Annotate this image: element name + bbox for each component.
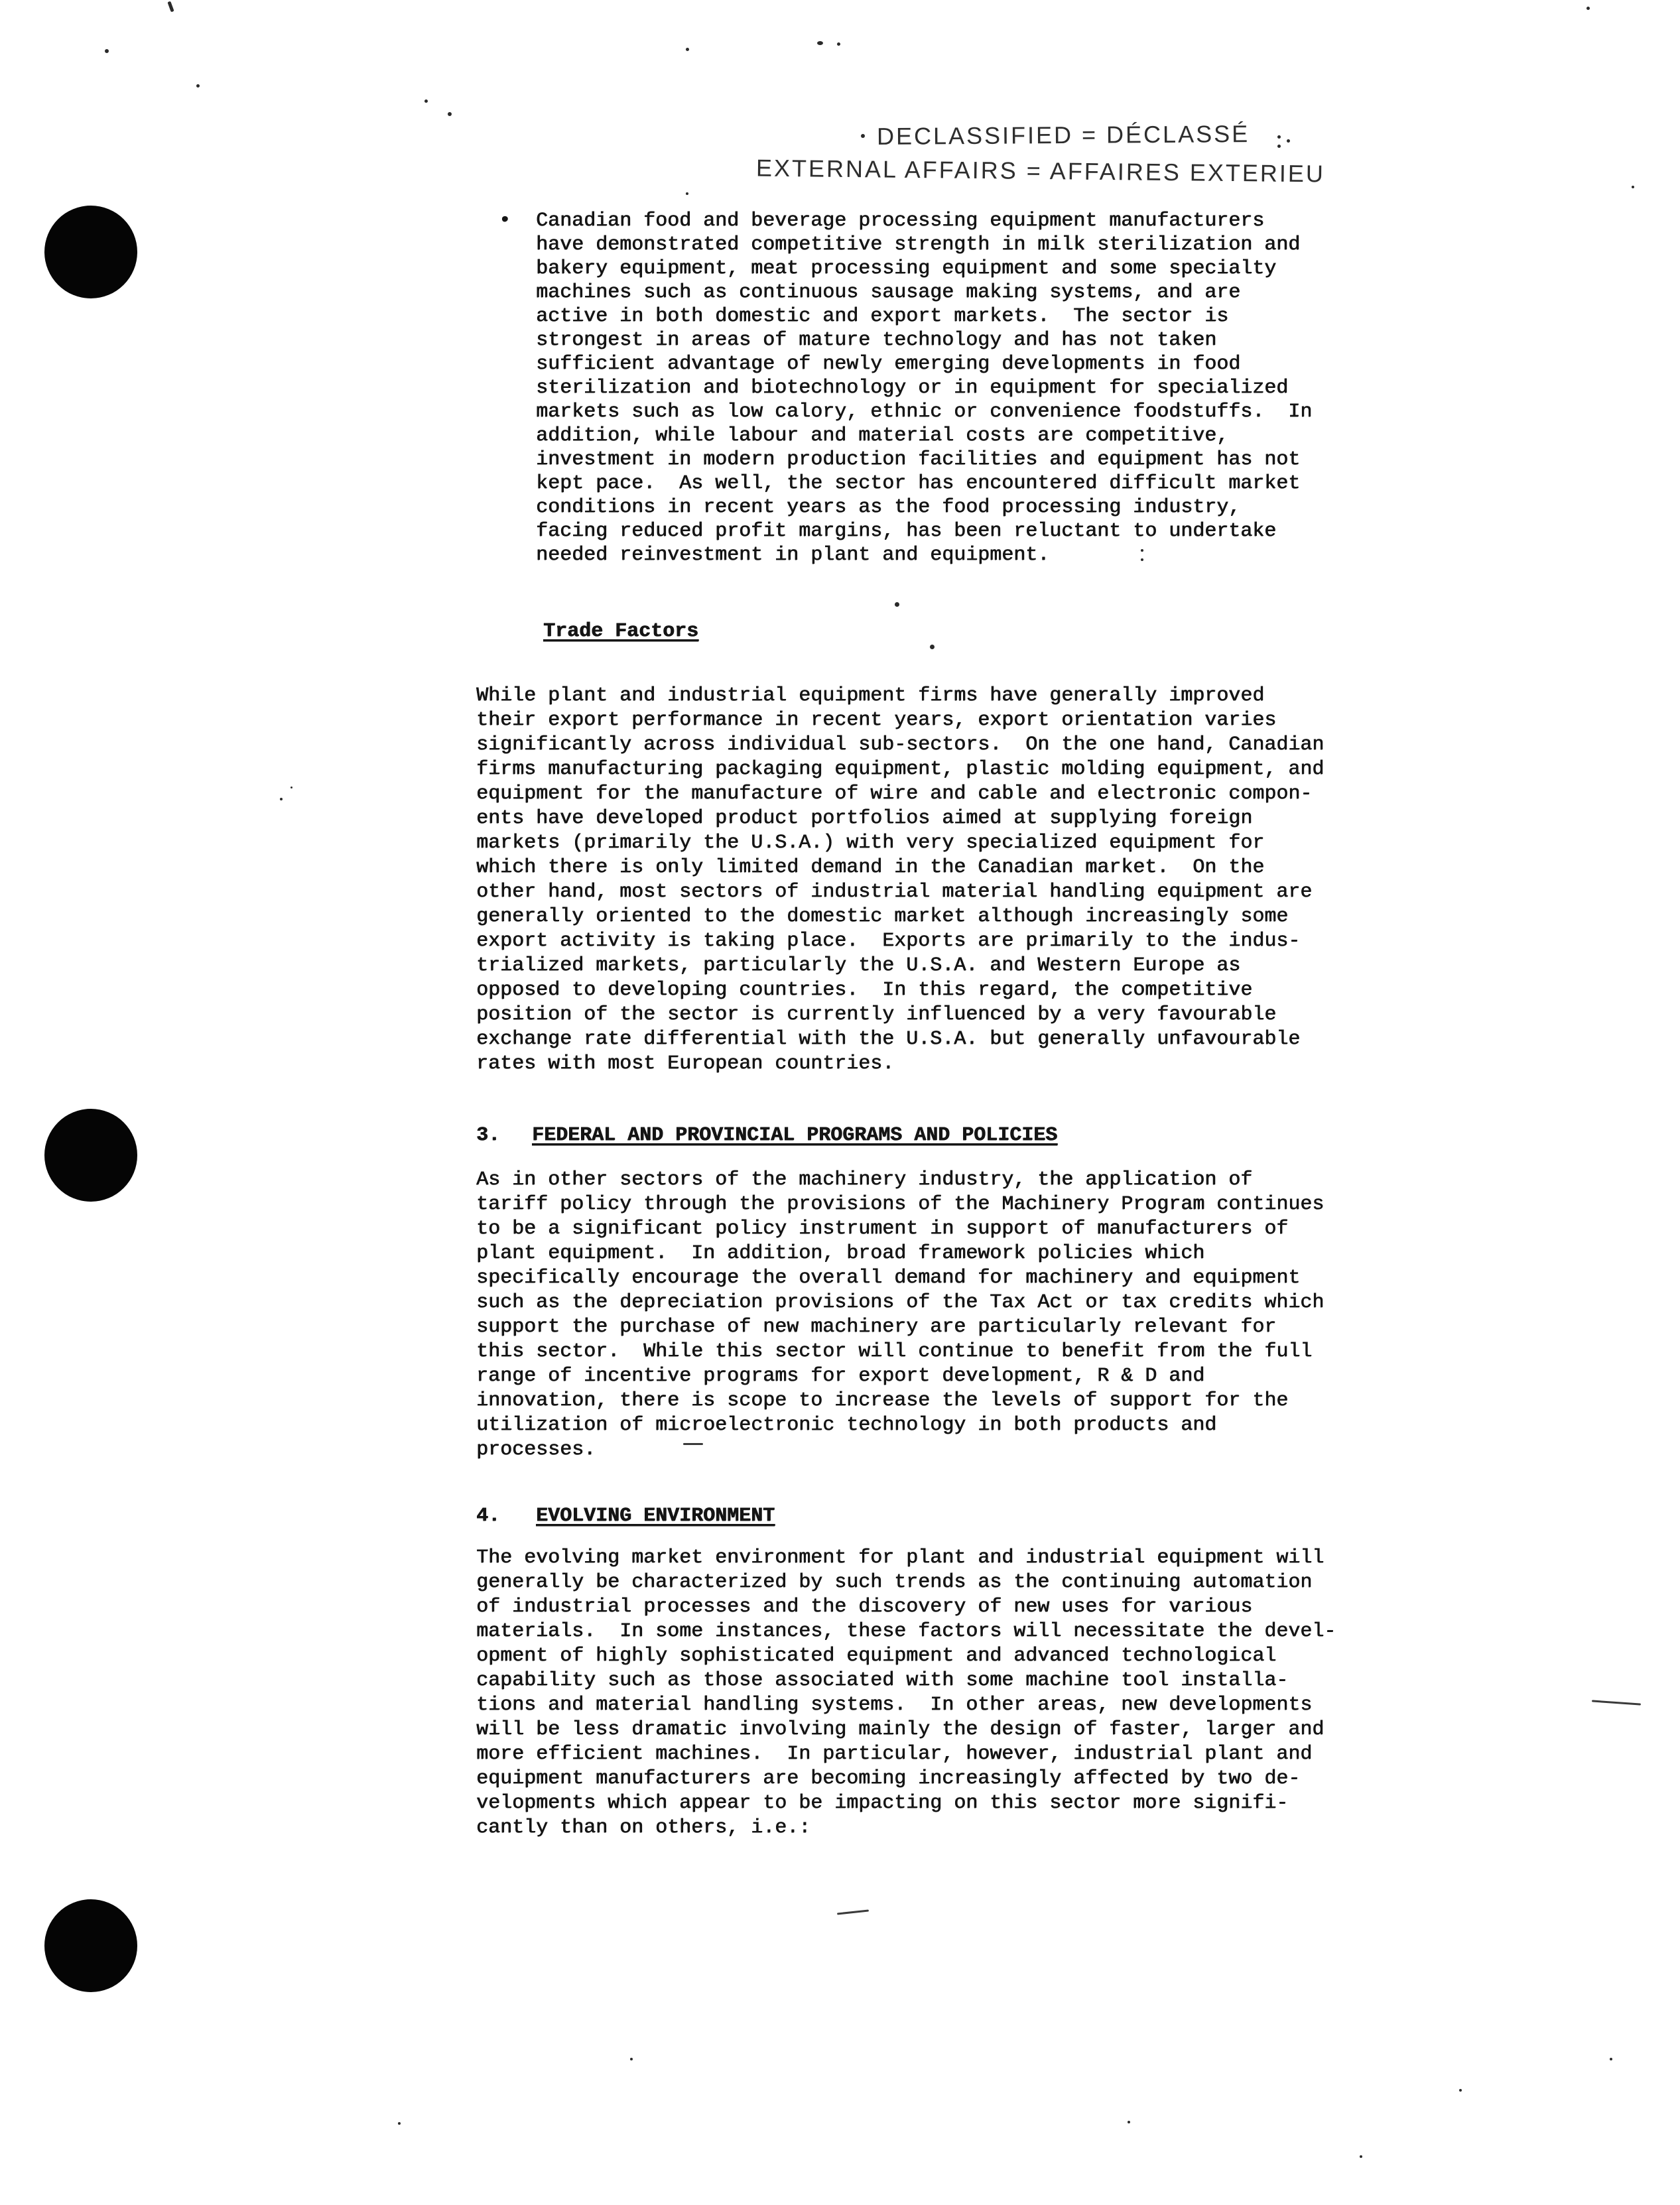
scan-speck [1128,2121,1130,2123]
bullet-paragraph [536,209,1312,567]
text-line: innovation, there is scope to increase the levels of support for the [476,1389,1289,1412]
text-line: other hand, most sectors of industrial material handling equipment are [476,881,1313,903]
text-line: plant equipment. In addition, broad framework policies which [476,1242,1205,1265]
text-line: rates with most European countries. [476,1052,895,1075]
punch-hole-middle [44,1109,137,1202]
scan-speck [817,41,823,45]
scan-speck [1632,186,1634,188]
scan-speck [1586,7,1590,10]
text-line: addition, while labour and material costs are competitive, [536,424,1229,447]
text-line: needed reinvestment in plant and equipment. [536,544,1050,566]
text-line: equipment for the manufacture of wire and cable and electronic compon- [476,783,1313,805]
trade-factors-paragraph [476,684,1324,1076]
text-line: bakery equipment, meat processing equipment and some specialty [536,257,1277,280]
text-line: such as the depreciation provisions of the Tax Act or tax credits which [476,1291,1325,1314]
scan-speck [930,645,935,649]
text-line: materials. In some instances, these factors will necessitate the devel- [476,1620,1336,1643]
text-line: The evolving market environment for plant and industrial equipment will [476,1546,1325,1569]
scan-speck [837,42,840,46]
text-line: conditions in recent years as the food processing industry, [536,496,1241,519]
scan-speck [1459,2089,1462,2092]
text-line: have demonstrated competitive strength in milk sterilization and [536,233,1301,256]
text-line: opposed to developing countries. In this regard, the competitive [476,979,1253,1001]
text-line: opment of highly sophisticated equipment and advanced technological [476,1645,1277,1667]
scan-speck [895,602,899,607]
scan-speck [105,49,109,53]
text-line: equipment manufacturers are becoming increasingly affected by two de- [476,1767,1301,1790]
text-line: kept pace. As well, the sector has encountered difficult market [536,472,1301,495]
declassified-stamp-line-1: DECLASSIFIED = DÉCLASSÉ [876,120,1250,150]
text-line: facing reduced profit margins, has been reluctant to undertake [536,520,1277,542]
scan-speck [861,134,865,138]
text-line: While plant and industrial equipment firms have generally improved [476,684,1265,707]
text-line: which there is only limited demand in the Canadian market. On the [476,856,1265,879]
text-line: tions and material handling systems. In other areas, new developments [476,1694,1313,1716]
scan-dash [1592,1700,1641,1705]
text-line: position of the sector is currently influenced by a very favourable [476,1003,1277,1026]
text-line: investment in modern production facilities and equipment has not [536,448,1301,471]
text-line: active in both domestic and export markets. The sector is [536,305,1229,328]
scan-speck [1277,145,1281,148]
text-line: cantly than on others, i.e.: [476,1816,811,1839]
section-3-paragraph [476,1168,1324,1462]
text-line: machines such as continuous sausage making systems, and are [536,281,1241,304]
scan-dash [683,1443,703,1445]
text-line: support the purchase of new machinery are particularly relevant for [476,1316,1277,1338]
declassified-stamp-line-2: EXTERNAL AFFAIRS = AFFAIRES EXTERIEU [755,154,1326,188]
text-line: sterilization and biotechnology or in equipment for specialized [536,377,1289,399]
text-line: markets (primarily the U.S.A.) with very specialized equipment for [476,832,1265,854]
scan-speck [1141,549,1143,552]
section-4-heading: EVOLVING ENVIRONMENT [536,1505,775,1527]
text-line: their export performance in recent years, export orientation varies [476,709,1277,731]
scan-speck [1141,558,1143,561]
scan-dash [837,1909,869,1915]
text-line: firms manufacturing packaging equipment, plastic molding equipment, and [476,758,1325,781]
text-line: utilization of microelectronic technology in both products and [476,1414,1217,1436]
text-line: As in other sectors of the machinery industry, the application of [476,1168,1253,1191]
section-4-number: 4. [476,1505,501,1527]
scan-speck [448,112,452,116]
section-3-heading: FEDERAL AND PROVINCIAL PROGRAMS AND POLICIES [532,1124,1058,1147]
section-4-paragraph [476,1546,1336,1840]
bullet-marker: • [499,210,511,232]
section-3-number: 3. [476,1124,501,1147]
scan-speck [1360,2155,1362,2158]
text-line: sufficient advantage of newly emerging developments in food [536,353,1241,375]
text-line: markets such as low calory, ethnic or convenience foodstuffs. In [536,401,1313,423]
text-line: strongest in areas of mature technology and has not taken [536,329,1217,351]
text-line: ents have developed product portfolios aimed at supplying foreign [476,807,1253,830]
text-line: trialized markets, particularly the U.S.A. and Western Europe as [476,954,1241,977]
text-line: specifically encourage the overall demand for machinery and equipment [476,1267,1301,1289]
text-line: capability such as those associated with some machine tool installa- [476,1669,1289,1692]
trade-factors-heading: Trade Factors [543,620,699,643]
scan-speck [1277,135,1281,139]
text-line: to be a significant policy instrument in support of manufacturers of [476,1218,1289,1240]
text-line: export activity is taking place. Exports are primarily to the indus- [476,930,1301,952]
text-line: generally be characterized by such trends as the continuing automation [476,1571,1313,1594]
scan-speck [398,2122,401,2125]
scan-speck [167,1,174,13]
text-line: Canadian food and beverage processing equipment manufacturers [536,210,1265,232]
text-line: will be less dramatic involving mainly the design of faster, larger and [476,1718,1325,1741]
text-line: exchange rate differential with the U.S.A. but generally unfavourable [476,1028,1301,1050]
scan-speck [686,192,688,195]
text-line: significantly across individual sub-sectors. On the one hand, Canadian [476,733,1325,756]
scan-speck [1610,2058,1612,2060]
scan-speck [424,99,428,103]
text-line: processes. [476,1438,596,1461]
scan-speck [1287,139,1290,143]
text-line: range of incentive programs for export development, R & D and [476,1365,1205,1387]
punch-hole-bottom [44,1899,137,1992]
punch-hole-top [44,206,137,298]
text-line: generally oriented to the domestic market although increasingly some [476,905,1289,928]
scan-speck [630,2058,633,2060]
scan-speck [686,48,689,51]
scan-speck [280,798,283,800]
text-line: of industrial processes and the discovery of new uses for various [476,1596,1253,1618]
scan-speck [291,787,292,788]
text-line: more efficient machines. In particular, however, industrial plant and [476,1743,1313,1765]
text-line: velopments which appear to be impacting on this sector more signifi- [476,1792,1289,1814]
scan-speck [196,84,200,88]
text-line: tariff policy through the provisions of the Machinery Program continues [476,1193,1325,1216]
text-line: this sector. While this sector will continue to benefit from the full [476,1340,1313,1363]
